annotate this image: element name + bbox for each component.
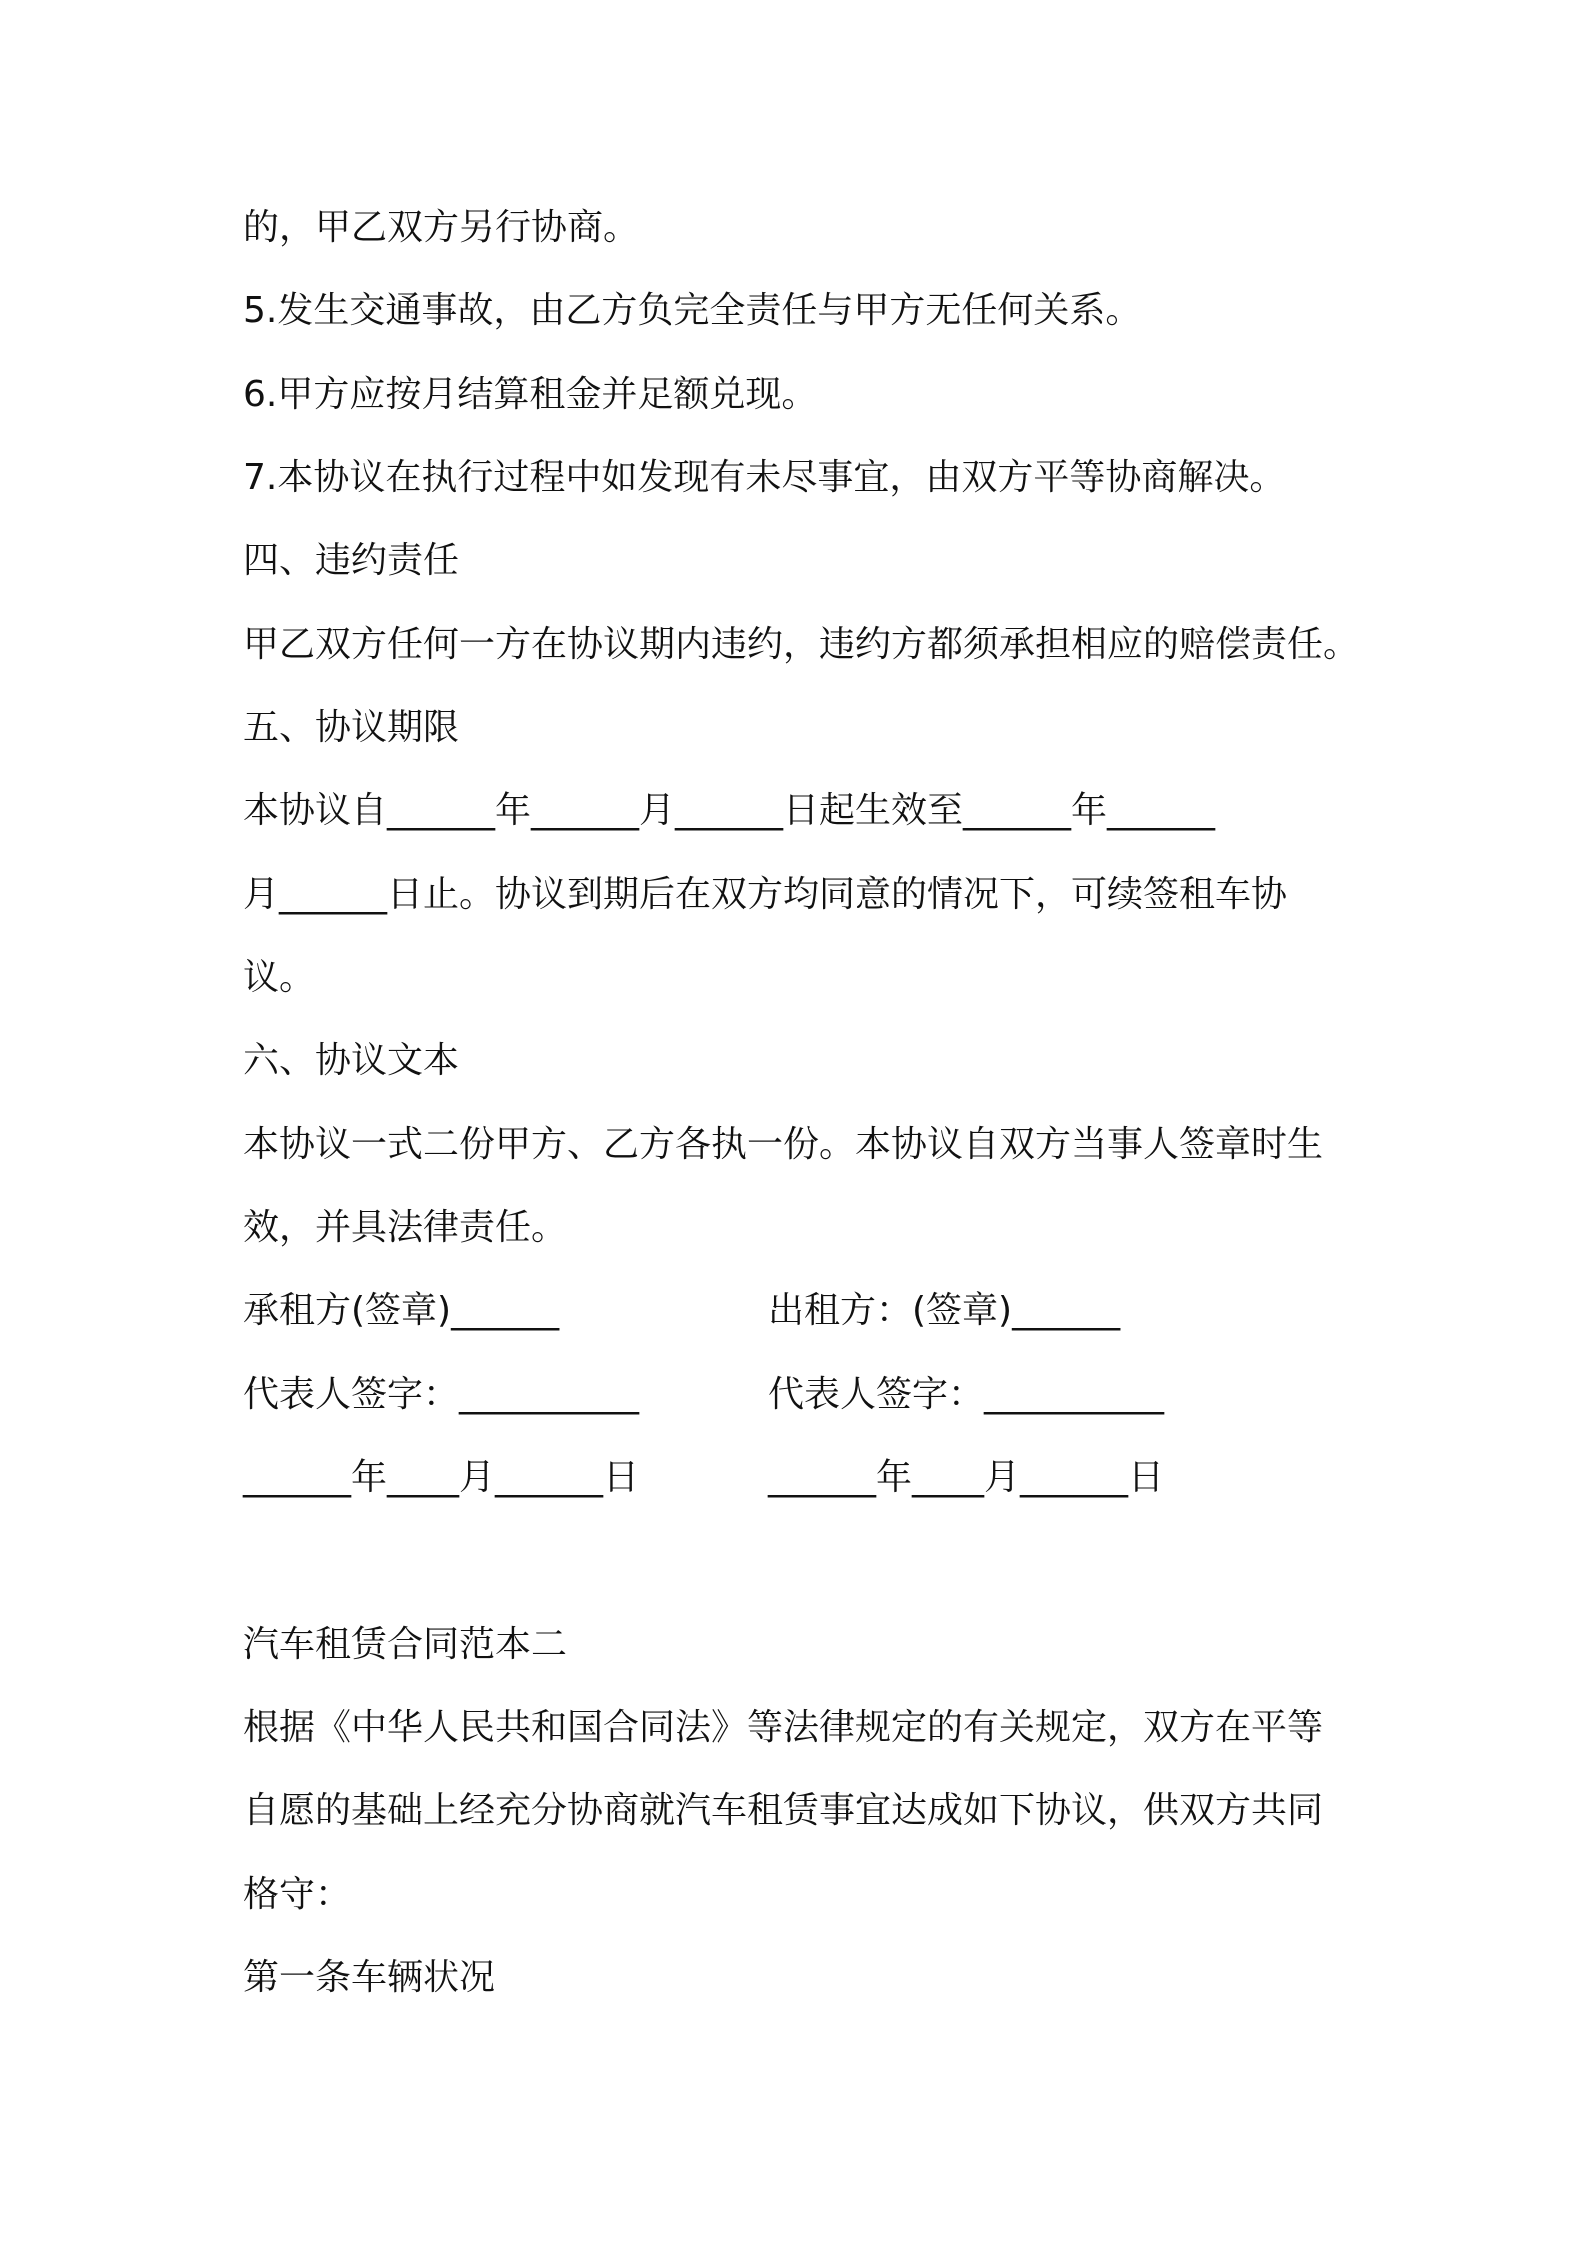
section2-title: 汽车租赁合同范本二	[243, 1624, 568, 1665]
lessor-date-line: ______年____月______日	[768, 1457, 1164, 1498]
text-line: 自愿的基础上经充分协商就汽车租赁事宜达成如下协议，供双方共同	[243, 1790, 1324, 1831]
text-line: 根据《中华人民共和国合同法》等法律规定的有关规定，双方在平等	[243, 1707, 1324, 1748]
lessor-rep-line: 代表人签字：__________	[768, 1374, 1165, 1415]
text-line: 7.本协议在执行过程中如发现有未尽事宜，由双方平等协商解决。	[243, 457, 1286, 498]
text-line: 甲乙双方任何一方在协议期内违约，违约方都须承担相应的赔偿责任。	[243, 624, 1360, 665]
lessor-seal-line: 出租方：(签章)______	[768, 1290, 1121, 1331]
text-line: 5.发生交通事故，由乙方负完全责任与甲方无任何关系。	[243, 290, 1142, 331]
lessee-date-line: ______年____月______日	[243, 1457, 639, 1498]
text-line: 本协议自______年______月______日起生效至______年______	[243, 790, 1216, 831]
lessee-rep-line: 代表人签字：__________	[243, 1374, 640, 1415]
text-line: 本协议一式二份甲方、乙方各执一份。本协议自双方当事人签章时生	[243, 1124, 1324, 1165]
text-line: 的，甲乙双方另行协商。	[243, 207, 640, 248]
section-heading: 五、协议期限	[243, 707, 460, 748]
text-line: 6.甲方应按月结算租金并足额兑现。	[243, 374, 818, 415]
lessee-seal-line: 承租方(签章)______	[243, 1290, 560, 1331]
section-heading: 六、协议文本	[243, 1040, 460, 1081]
clause-heading: 第一条车辆状况	[243, 1957, 496, 1998]
text-line: 效，并具法律责任。	[243, 1207, 568, 1248]
section-heading: 四、违约责任	[243, 540, 460, 581]
text-line: 月______日止。协议到期后在双方均同意的情况下，可续签租车协	[243, 874, 1288, 915]
text-line: 格守：	[243, 1874, 352, 1915]
text-line: 议。	[243, 957, 316, 998]
